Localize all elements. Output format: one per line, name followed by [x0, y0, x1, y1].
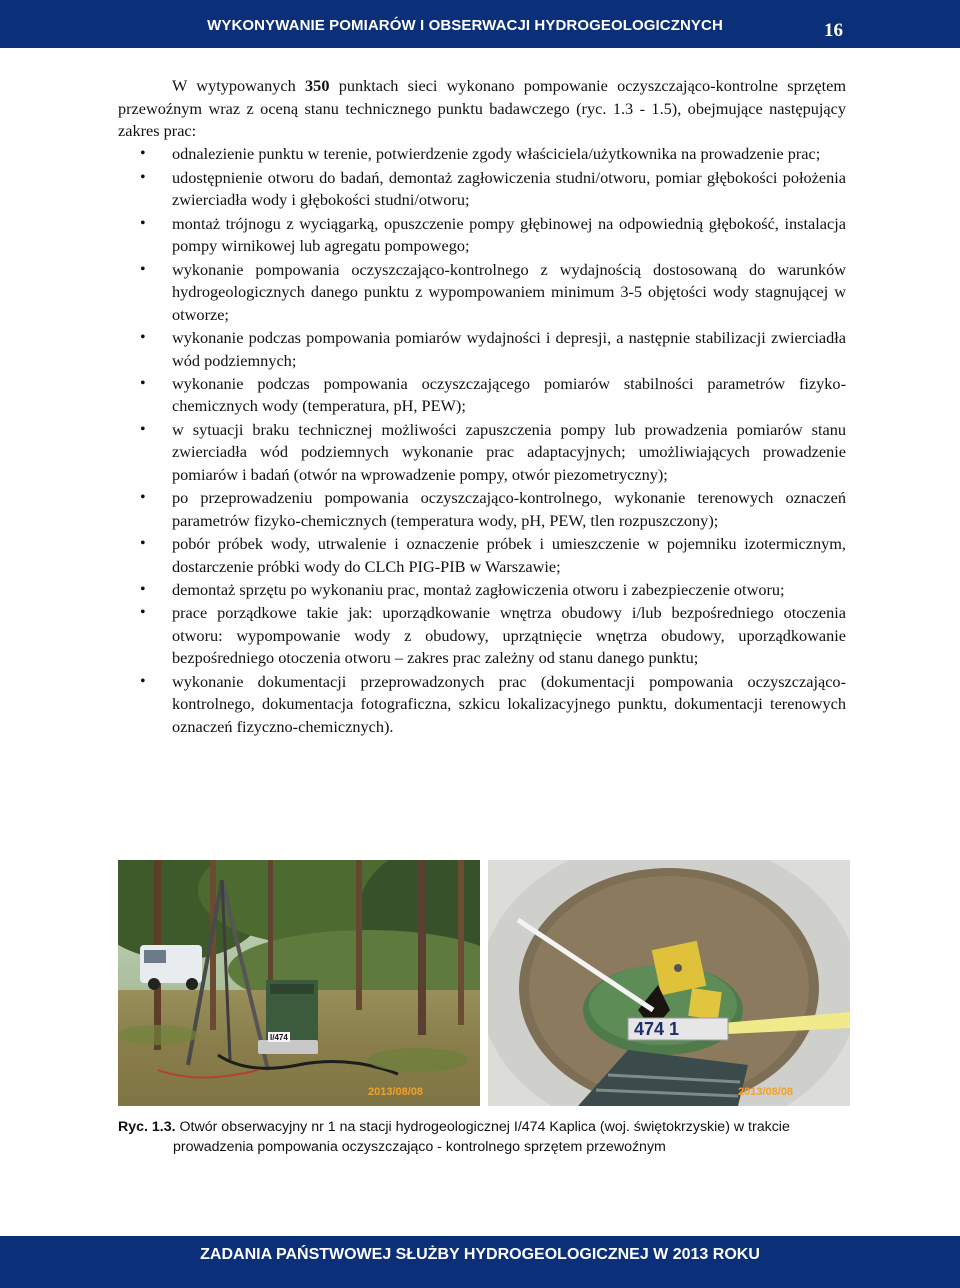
- bullet-icon: •: [140, 672, 146, 690]
- intro-text-before: W wytypowanych: [172, 76, 306, 95]
- list-item: [118, 259, 846, 327]
- bullet-icon: •: [140, 489, 146, 507]
- well-interior-image: [488, 860, 850, 1106]
- bullet-icon: •: [140, 168, 146, 186]
- page-number: 16: [824, 20, 843, 41]
- running-header-title: WYKONYWANIE POMIARÓW I OBSERWACJI HYDROGEOLOGICZNYCH: [207, 17, 723, 34]
- list-item: [118, 671, 846, 739]
- list-item: [118, 373, 846, 418]
- list-item: [118, 579, 846, 602]
- caption-line-2: prowadzenia pompowania oczyszczająco - kontrolnego sprzętem przewoźnym: [173, 1139, 666, 1155]
- list-item: [118, 143, 846, 166]
- list-item: [118, 213, 846, 258]
- list-item: [118, 419, 846, 487]
- work-scope-list: [118, 143, 846, 738]
- list-item: [118, 487, 846, 532]
- list-item-text: prace porządkowe takie jak: uporządkowanie wnętrza obudowy i/lub bezpośredniego otoczenia otworu: wypompowanie wody z obudowy, uprzątnięcie wnętrza obudowy, uporządkowanie bezpośredniego otoczenia otworu – zakres prac zależny od stanu danego punktu;: [172, 603, 846, 668]
- bullet-icon: •: [140, 374, 146, 392]
- bullet-icon: •: [140, 260, 146, 278]
- list-item-text: w sytuacji braku technicznej możliwości zapuszczenia pompy lub prowadzenia pomiarów stanu zwierciadła wód podziemnych wykonanie prac adaptacyjnych; umożliwiających prowadzenie pomiarów i badań (otwór na wprowadzenie pompy, otwór piezometryczny);: [172, 419, 846, 484]
- intro-text-after: punktach sieci wykonano pompowanie oczyszczająco-kontrolne sprzętem przewoźnym wraz z oceną stanu technicznego punktu badawczego (ryc. 1.3 - 1.5), obejmujące następujący zakres prac:: [118, 76, 846, 141]
- list-item: [118, 327, 846, 372]
- list-item-text: po przeprowadzeniu pompowania oczyszczająco-kontrolnego, wykonanie terenowych oznaczeń parametrów fizyko-chemicznych (temperatura wody, pH, PEW, tlen rozpuszczony);: [172, 488, 846, 530]
- list-item-text: pobór próbek wody, utrwalenie i oznaczenie próbek i umieszczenie w pojemniku izotermicznym, dostarczenie próbki wody do CLCh PIG-PIB w Warszawie;: [172, 534, 846, 576]
- list-item-text: udostępnienie otworu do badań, demontaż zagłowiczenia studni/otworu, pomiar głębokości położenia zwierciadła wody i głębokości studni/otworu;: [172, 167, 846, 210]
- bullet-icon: •: [140, 420, 146, 438]
- photo-date-stamp: 2013/08/08: [368, 1086, 424, 1098]
- list-item-text: odnalezienie punktu w terenie, potwierdzenie zgody właściciela/użytkownika na prowadzenie prac;: [172, 144, 821, 164]
- list-item-text: wykonanie podczas pompowania pomiarów wydajności i depresji, a następnie stabilizacji zwierciadła wód podziemnych;: [172, 327, 846, 370]
- bullet-icon: •: [140, 580, 146, 598]
- list-item-text: montaż trójnogu z wyciągarką, opuszczenie pompy głębinowej na odpowiednią głębokość, instalacja pompy wirnikowej lub agregatu pompowego;: [172, 213, 846, 256]
- list-item-text: wykonanie podczas pompowania oczyszczającego pomiarów stabilności parametrów fizyko-chemicznych wody (temperatura, pH, PEW);: [172, 373, 846, 416]
- list-item: [118, 602, 846, 670]
- list-item: [118, 167, 846, 212]
- figure-photos: [118, 860, 851, 1106]
- bullet-icon: •: [140, 535, 146, 553]
- list-item-text: demontaż sprzętu po wykonaniu prac, montaż zagłowiczenia otworu i zabezpieczenie otworu;: [172, 579, 785, 599]
- figure-label: Ryc. 1.3.: [118, 1119, 176, 1135]
- body-text: [118, 75, 846, 738]
- list-item-text: wykonanie dokumentacji przeprowadzonych prac (dokumentacji pompowania oczyszczająco-kontrolnego, dokumentacja fotograficzna, szkicu lokalizacyjnego punktu, dokumentacji terenowych oznaczeń fizyczno-chemicznych).: [172, 671, 846, 736]
- list-item: [118, 533, 846, 578]
- caption-line-1: Otwór obserwacyjny nr 1 na stacji hydrogeologicznej I/474 Kaplica (woj. świętokrzyskie) w trakcie: [175, 1119, 790, 1135]
- photo-well-interior: [488, 860, 850, 1106]
- bullet-icon: •: [140, 145, 146, 163]
- bullet-icon: •: [140, 328, 146, 346]
- forest-well-site-image: [118, 860, 480, 1106]
- figure-caption: [118, 1117, 848, 1157]
- well-plate-label: I/474: [270, 1033, 288, 1042]
- intro-count: 350: [305, 76, 330, 95]
- list-item-text: wykonanie pompowania oczyszczająco-kontrolnego z wydajnością dostosowaną do warunków hydrogeologicznych danego punktu z wypompowaniem minimum 3-5 objętości wody stagnującej w otworze;: [172, 259, 846, 324]
- bullet-icon: •: [140, 214, 146, 232]
- photo-well-site: [118, 860, 480, 1106]
- photo-date-stamp: 2013/08/08: [738, 1086, 794, 1098]
- bullet-icon: •: [140, 604, 146, 622]
- well-plate-number: 474 1: [634, 1019, 680, 1039]
- running-footer-title: ZADANIA PAŃSTWOWEJ SŁUŻBY HYDROGEOLOGICZNEJ W 2013 ROKU: [200, 1246, 760, 1263]
- intro-paragraph: [118, 75, 846, 143]
